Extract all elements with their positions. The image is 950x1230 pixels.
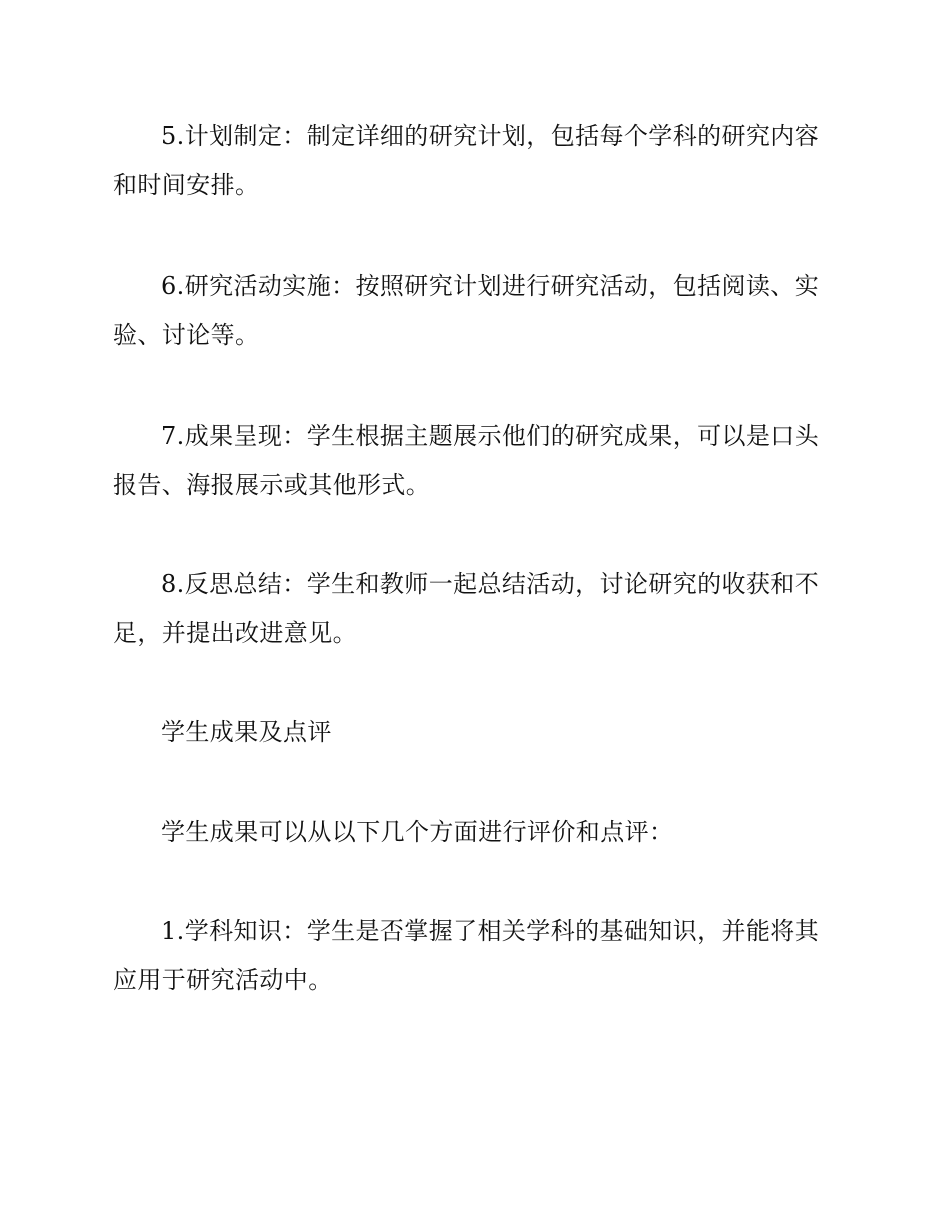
paragraph-evaluation-intro: 学生成果可以从以下几个方面进行评价和点评： — [161, 818, 674, 846]
paragraph-step-5-plan: 5.计划制定：制定详细的研究计划，包括每个学科的研究内容和时间安排。 — [113, 122, 820, 199]
paragraph-criterion-1-subject-knowledge: 1.学科知识：学生是否掌握了相关学科的基础知识，并能将其应用于研究活动中。 — [113, 917, 820, 994]
paragraph-step-8-reflection: 8.反思总结：学生和教师一起总结活动，讨论研究的收获和不足，并提出改进意见。 — [113, 570, 820, 647]
paragraph-step-6-research-activities: 6.研究活动实施：按照研究计划进行研究活动，包括阅读、实验、讨论等。 — [113, 272, 820, 349]
section-heading-student-results: 学生成果及点评 — [161, 718, 332, 746]
paragraph-step-7-results-presentation: 7.成果呈现：学生根据主题展示他们的研究成果，可以是口头报告、海报展示或其他形式。 — [113, 422, 820, 499]
